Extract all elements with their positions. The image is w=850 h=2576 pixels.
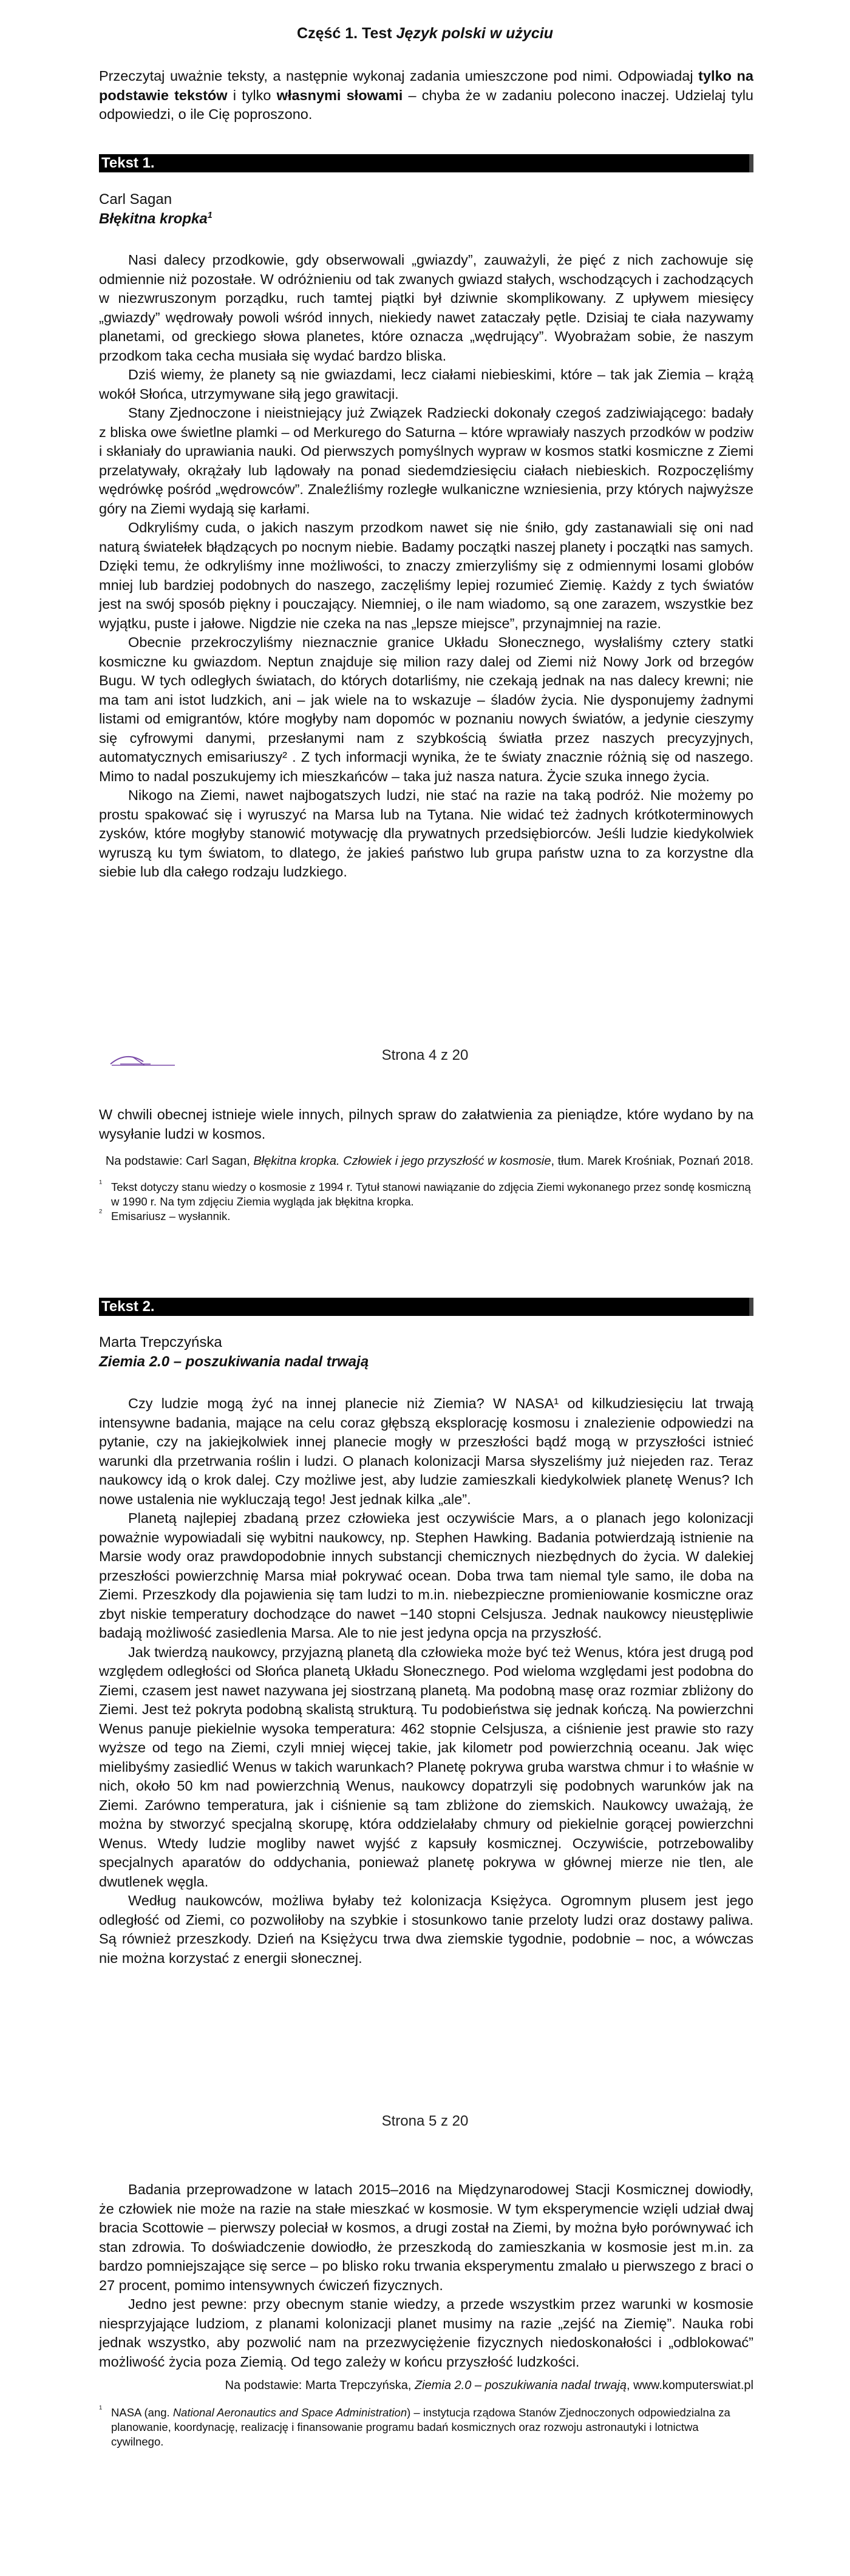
text1-paragraph: Obecnie przekroczyliśmy nieznacznie granice Układu Słonecznego, wysłaliśmy cztery statki kosmiczne ku gwiazdom. Neptun znajduje się milion razy dalej od Ziemi niż Nowy Jork od brzegów Bugu. W tych odległych światach, do których dotarliśmy, nie czekają jednak na nas dalecy krewni; nie ma tam ani istot ludzkich, ani – jak wiele na to wskazuje – śladów życia. Nie dysponujemy żadnymi listami od emigrantów, które mogłyby nam dopomóc w poznaniu nowych światów, a jedynie cieszymy się cyfrowymi danymi, przesłanymi nam z szybkością światła przez naszych precyzyjnych, automatycznych emisariuszy² . Z tych informacji wynika, że te światy znacznie różnią się od naszego. Mimo to nadal poszukujemy ich mieszkańców – taka już nasza natura. Życie szuka innego życia. (99, 634, 753, 784)
instructions-bold: tylko na podstawie tekstów (99, 68, 753, 103)
instructions-part: Przeczytaj uważnie teksty, a następnie wykonaj zadania umieszczone pod nimi. Odpowiadaj (99, 68, 699, 84)
text1-paragraph: Odkryliśmy cuda, o jakich naszym przodkom nawet się nie śniło, gdy zastanawiali się oni nad naturą światełek błądzących po nocnym niebie. Badamy początki naszej planety i początki nas samych. Dzięki temu, że odkryliśmy inne możliwości, to znaczy zmierzyliśmy się z odmiennymi losami globów mniej lub bardziej podobnych do naszego, zaczęliśmy lepiej rozumieć Ziemię. Każdy z tych światów jest na swój sposób piękny i pouczający. Niemniej, o ile nam wiadomo, są one zarazem, wszystkie bez wyjątku, puste i jałowe. Nigdzie nie czeka na nas „lepsze miejsce”, przynajmniej na razie. (99, 520, 753, 631)
text1-source (99, 1152, 753, 1170)
source-part: Na podstawie: Carl Sagan, (105, 1154, 254, 1168)
footnote-text: Tekst dotyczy stanu wiedzy o kosmosie z 1994 r. Tytuł stanowi nawiązanie do zdjęcia Ziemi wykonanego przez sondę kosmiczną w 1990 r. Na tym zdjęciu Ziemia wygląda jak błękitna kropka. (111, 1181, 751, 1208)
text2-paragraph: Czy ludzie mogą żyć na innej planecie niż Ziemia? W NASA¹ od kilkudziesięciu lat trwają intensywne badania, mające na celu coraz głębszą eksplorację kosmosu i znalezienie odpowiedzi na pytanie, czy na jakiejkolwiek innej planecie mogły w przeszłości bądź mogą w przyszłości istnieć warunki dla przetrwania roślin i ludzi. O planach kolonizacji Marsa słyszeliśmy już niejeden raz. Teraz naukowcy idą o krok dalej. Czy możliwe jest, aby ludzie zamieszkali kiedykolwiek planetę Wenus? Ich nowe ustalenia nie wykluczają tego! Jest jednak kilka „ale”. (99, 1395, 753, 1507)
text1-header-bar: Tekst 1. (99, 154, 753, 172)
footnote (99, 2405, 753, 2449)
text2-paragraph: Badania przeprowadzone w latach 2015–2016 na Międzynarodowej Stacji Kosmicznej dowiodły, że człowiek nie może na razie na stałe mieszkać w kosmosie. W tym eksperymencie wzięli udział dwaj bracia Scottowie – pierwszy poleciał w kosmos, a drugi został na Ziemi, by można było porównywać ich stan zdrowia. To doświadczenie dowiodło, że przeszkodą do zamieszkania w kosmosie jest m.in. za bardzo pomniejszające się serce – po blisko roku trwania eksperymentu zmalało u pierwszego z braci o 27 procent, pomimo intensywnych ćwiczeń fizycznych. (99, 2181, 753, 2293)
text2-paragraph: Jedno jest pewne: przy obecnym stanie wiedzy, a przede wszystkim przez warunki w kosmosie niesprzyjające ludziom, z planami kolonizacji planet musimy na razie „zejść na Ziemię”. Nauka robi jednak wszystko, aby pozwolić nam na przezwyciężenie fizycznych niedoskonałości i „odblokować” możliwość życia poza Ziemią. Od tego zależy w końcu przyszłość ludzkości. (99, 2296, 753, 2370)
footnote-part: ) – instytucja rządowa Stanów Zjednoczonych odpowiedzialna za planowanie, koordynację, realizację i finansowanie programu badań kosmicznych oraz rozwoju astronautyki i lotnictwa cywilnego. (111, 2406, 730, 2448)
text2-paragraph: Jak twierdzą naukowcy, przyjazną planetą dla człowieka może być też Wenus, która jest drugą pod względem odległości od Słońca planetą Układu Słonecznego. Pod wieloma względami jest podobna do Ziemi, czasem jest nawet nazywana jej siostrzaną planetą. Ma podobną masę oraz rozmiar zbliżony do Ziemi. Jest też pokryta podobną skalistą strukturą. Tu podobieństwa się jednak kończą. Na powierzchni Wenus panuje piekielnie wysoka temperatura: 462 stopnie Celsjusza, a ciśnienie jest prawie sto razy wyższe od tego na Ziemi, czyli mniej więcej takie, jak kilometr pod powierzchnią oceanu. Jak więc mielibyśmy zasiedlić Wenus w takich warunkach? Planetę pokrywa gruba warstwa chmur i to właśnie w nich, około 50 km nad powierzchnią Wenus, naukowcy dopatrzyli się podobnych warunków jak na Ziemi. Zarówno temperatura, jak i ciśnienie są tam zbliżone do ziemskich. Naukowcy uważają, że można by stworzyć specjalną skorupę, która oddzielałaby chmury od piekielnie gorącej powierzchni Wenus. Wtedy ludzie mogliby nawet wyjść z kapsuły kosmicznej. Oczywiście, potrzebowaliby specjalnych aparatów do oddychania, ponieważ planetę pokrywa w głównej mierze nie tlen, ale dwutlenek węgla. (99, 1644, 753, 1890)
source-part: , tłum. Marek Krośniak, Poznań 2018. (551, 1154, 753, 1168)
source-part: , www.komputerswiat.pl (627, 2379, 753, 2392)
text2-heading (99, 1333, 753, 1372)
footnote-mark: 2 (99, 1208, 103, 1215)
footnote-italic: National Aeronautics and Space Administration (172, 2406, 407, 2419)
text2-header-bar: Tekst 2. (99, 1298, 753, 1316)
footnote-mark: 1 (99, 1179, 103, 1186)
page-number: Strona 4 z 20 (381, 1047, 469, 1063)
text2-body (99, 1394, 753, 1968)
instructions (99, 67, 753, 124)
page-number: Strona 5 z 20 (381, 2113, 469, 2129)
text1-paragraph: Nasi dalecy przodkowie, gdy obserwowali „gwiazdy”, zauważyli, że pięć z nich zachowuje się odmiennie niż pozostałe. W odróżnieniu od tak zwanych gwiazd stałych, wschodzących i zachodzących w niezwruszonym porządku, ruch tamtej piątki był dziwnie skomplikowany. Z upływem miesięcy „gwiazdy” wędrowały powoli wśród innych, niekiedy nawet zataczały pętle. Dzisiaj te ciała nazywamy planetami, od greckiego słowa planetes, które oznacza „wędrujący”. Wyobrażam sobie, że naszym przodkom taka cecha musiała się wydać bardzo bliska. (99, 252, 753, 364)
text1-title (99, 209, 753, 229)
source-part: Na podstawie: Marta Trepczyńska, (225, 2379, 415, 2392)
text2-paragraph: Planetą najlepiej zbadaną przez człowieka jest oczywiście Mars, a o planach jego kolonizacji poważnie wypowiadali się wybitni naukowcy, np. Stephen Hawking. Badania potwierdzają istnienie na Marsie wody oraz prawdopodobnie innych substancji chemicznych niezbędnych do życia. W dalekiej przeszłości powierzchnię Marsa miał pokrywać ocean. Doba trwa tam niemal tyle samo, ile doba na Ziemi. Przeszkody dla pojawienia się tam ludzi to m.in. niebezpieczne promieniowanie kosmiczne oraz zbyt niskie temperatury dochodzące do nawet −140 stopni Celsjusza. Jednak naukowcy nieustępliwie badają możliwość zasiedlenia Marsa. Ale to nie jest jedyna opcja na przyszłość. (99, 1510, 753, 1641)
footnote-mark: 1 (99, 2404, 103, 2412)
text1-continuation (99, 1105, 753, 1224)
title-prefix: Część 1. Test (297, 25, 396, 42)
text1-paragraph: Stany Zjednoczone i nieistniejący już Związek Radziecki dokonały czegoś zadziwiającego: badały z bliska owe świetlne plamki – od Merkurego do Saturna – które wprawiały naszych przodków w podziw i skłaniały do uprawiania nauki. Od pierwszych pomyślnych wypraw w kosmos statki kosmiczne z Ziemi przelatywały, okrążały lub lądowały na ponad siedemdziesięciu ciałach niebieskich. Rozpoczęliśmy wędrówkę pośród „wędrowców”. Znaleźliśmy rozległe wulkaniczne wzniesienia, przy których najwyższe góry na Ziemi wydają się karłami. (99, 405, 753, 517)
title-italic: Język polski w użyciu (396, 25, 553, 42)
text2-author: Marta Trepczyńska (99, 1334, 222, 1351)
text2-source (99, 2376, 753, 2395)
text1-body (99, 251, 753, 882)
text1-title-text: Błękitna kropka (99, 211, 208, 227)
source-italic: Błękitna kropka. Człowiek i jego przyszłość w kosmosie (253, 1154, 551, 1168)
footnote (99, 1180, 753, 1209)
text1-author: Carl Sagan (99, 191, 172, 208)
footnote (99, 1209, 753, 1224)
footnote-part: NASA (ang. (111, 2406, 173, 2419)
page-title (0, 23, 850, 44)
text2-title: Ziemia 2.0 – poszukiwania nadal trwają (99, 1354, 369, 1370)
instructions-part: i tylko (227, 87, 277, 103)
text1-paragraph: Nikogo na Ziemi, nawet najbogatszych ludzi, nie stać na razie na taką podróż. Nie możemy po prostu spakować się i wyruszyć na Marsa lub na Tytana. Nie widać też żadnych krótkoterminowych zysków, które mogłyby stanowić motywację dla prywatnych przedsiębiorców. Jeśli ludzie kiedykolwiek wyruszą ku tym światom, to dlatego, że jakieś państwo lub grupa państw uzna to za korzystne dla siebie lub dla całego rodzaju ludzkiego. (99, 787, 753, 880)
instructions-text (99, 67, 753, 124)
instructions-bold: własnymi słowami (276, 87, 403, 103)
text1-continuation-paragraph: W chwili obecnej istnieje wiele innych, pilnych spraw do załatwienia za pieniądze, które wydano by na wysyłanie ludzi w kosmos. (99, 1107, 753, 1142)
text2-paragraph: Według naukowców, możliwa byłaby też kolonizacja Księżyca. Ogromnym plusem jest jego odległość od Ziemi, co pozwoliłoby na szybkie i stosunkowo tanie przeloty ludzi oraz dostawy paliwa. Są również przeszkody. Dzień na Księżycu trwa dwa ziemskie tygodnie, podobnie – noc, a wówczas nie można korzystać z energii słonecznej. (99, 1893, 753, 1966)
text2-footnotes (99, 2405, 753, 2449)
footnote-text: Emisariusz – wysłannik. (111, 1210, 231, 1222)
footnote-ref: 1 (207, 211, 212, 220)
text1-paragraph: Dziś wiemy, że planety są nie gwiazdami, lecz ciałami niebieskimi, które – tak jak Ziemia – krążą wokół Słońca, utrzymywane siłą jego grawitacji. (99, 367, 753, 402)
text2-continuation (99, 2180, 753, 2449)
text1-footnotes (99, 1180, 753, 1224)
footnote-text (111, 2405, 753, 2449)
instructions-part: – chyba że w zadaniu polecono inaczej. Udzielaj tylu odpowiedzi, o ile Cię poproszono. (99, 87, 753, 122)
text1-heading (99, 190, 753, 229)
source-italic: Ziemia 2.0 – poszukiwania nadal trwają (414, 2379, 627, 2392)
